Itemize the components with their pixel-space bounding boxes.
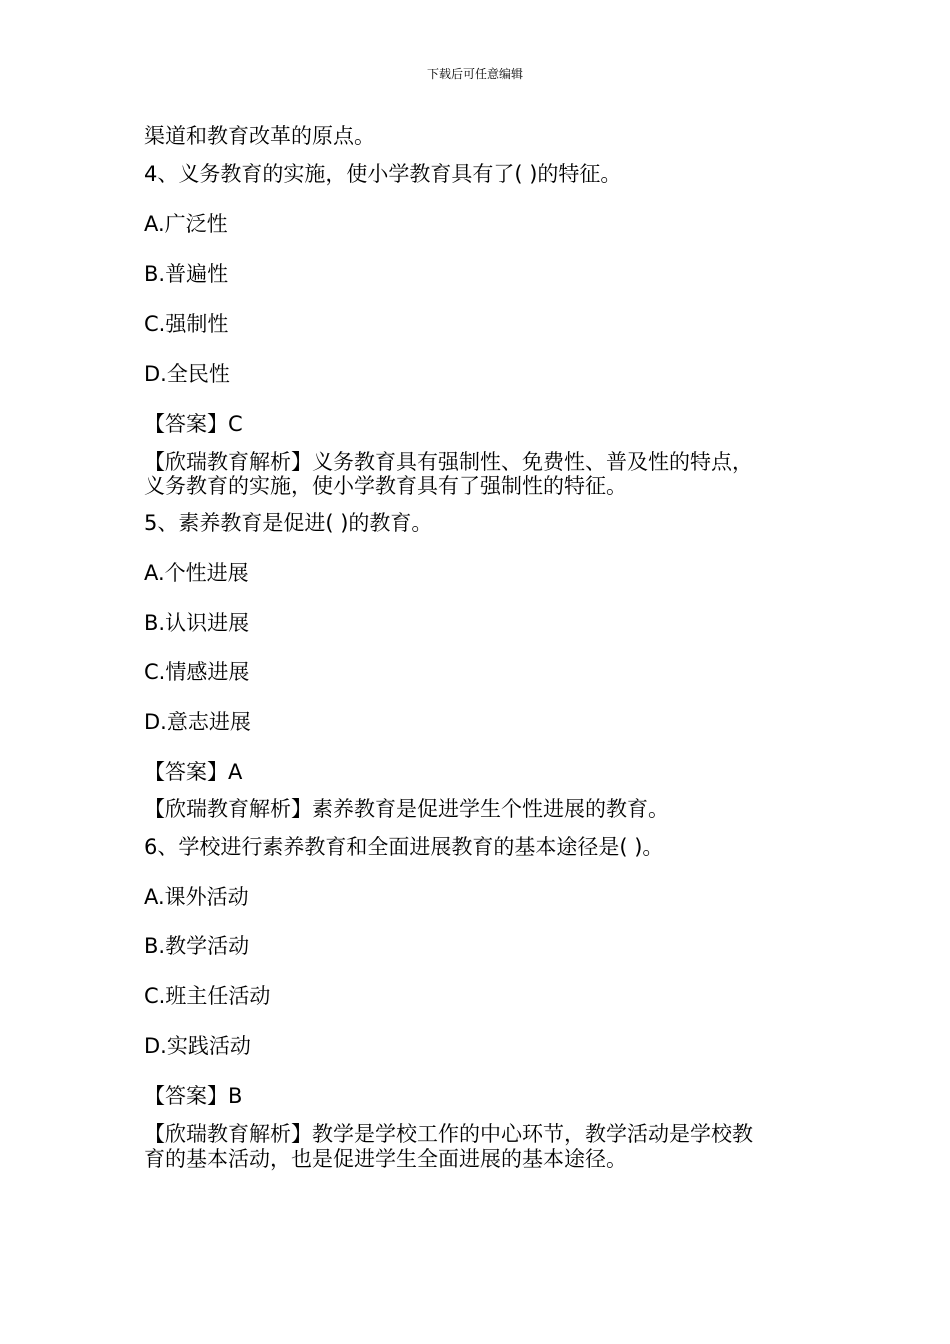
q6-option-c: C.班主任活动 — [144, 984, 271, 1008]
q5-option-d: D.意志进展 — [144, 710, 251, 734]
q6-option-b: B.教学活动 — [144, 934, 250, 958]
question-4: 4、义务教育的实施，使小学教育具有了( )的特征。 — [144, 162, 622, 186]
q6-answer: 【答案】B — [144, 1084, 243, 1108]
q4-option-b: B.普遍性 — [144, 262, 229, 286]
q6-analysis-line1: 【欣瑞教育解析】教学是学校工作的中心环节，教学活动是学校教 — [144, 1122, 753, 1146]
q4-analysis-line1: 【欣瑞教育解析】义务教育具有强制性、免费性、普及性的特点， — [144, 450, 753, 474]
question-5: 5、素养教育是促进( )的教育。 — [144, 511, 433, 535]
page-header: 下载后可任意编辑 — [426, 67, 523, 81]
q4-answer: 【答案】C — [144, 412, 243, 436]
q6-option-a: A.课外活动 — [144, 885, 249, 909]
q5-analysis-line1: 【欣瑞教育解析】素养教育是促进学生个性进展的教育。 — [144, 797, 669, 821]
q4-option-c: C.强制性 — [144, 312, 229, 336]
q6-option-d: D.实践活动 — [144, 1034, 251, 1058]
q5-option-a: A.个性进展 — [144, 561, 249, 585]
q5-answer: 【答案】A — [144, 760, 243, 784]
q4-option-a: A.广泛性 — [144, 212, 228, 236]
q5-option-b: B.认识进展 — [144, 611, 250, 635]
q4-option-d: D.全民性 — [144, 362, 230, 386]
question-6: 6、学校进行素养教育和全面进展教育的基本途径是( )。 — [144, 835, 664, 859]
intro-text: 渠道和教育改革的原点。 — [144, 124, 375, 148]
q6-analysis-line2: 育的基本活动，也是促进学生全面进展的基本途径。 — [144, 1147, 627, 1171]
q5-option-c: C.情感进展 — [144, 660, 250, 684]
q4-analysis-line2: 义务教育的实施，使小学教育具有了强制性的特征。 — [144, 474, 627, 498]
